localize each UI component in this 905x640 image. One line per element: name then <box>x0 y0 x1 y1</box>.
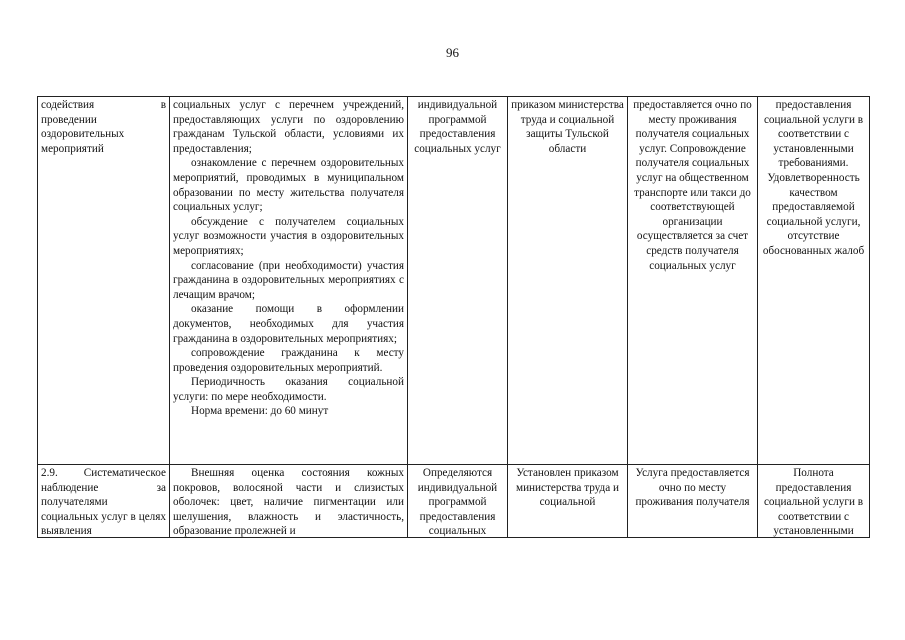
tariff-cell <box>508 465 628 538</box>
periodicity-paragraph: Периодичность оказания социальной услуги: по мере необходимости. <box>173 376 404 403</box>
description-paragraph: сопровождение гражданина к месту проведения оздоровительных мероприятий. <box>173 347 404 374</box>
table-row <box>38 465 870 538</box>
service-name-text: 2.9. Систематическое наблюдение за получателями социальных услуг в целях выявления <box>41 467 166 537</box>
service-name-line: проведении <box>41 113 97 126</box>
table-row <box>38 97 870 465</box>
page-number: 96 <box>446 45 459 60</box>
description-paragraph: Внешняя оценка состояния кожных покровов, волосяной части и слизистых оболочек: цвет, наличие пигментации или шелушения, влажность и эластичность, образование пролежней и <box>173 467 404 537</box>
description-paragraph: оказание помощи в оформлении документов, необходимых для участия гражданина в оздоровительных мероприятиях; <box>173 303 404 345</box>
volume-text: Определяются индивидуальной программой предоставления социальных <box>417 467 498 537</box>
service-name-line: оздоровительных <box>41 128 125 141</box>
service-name-line: содействия в <box>41 99 166 111</box>
quality-cell <box>758 465 870 538</box>
service-name-cell <box>38 465 170 538</box>
service-name-line: мероприятий <box>41 142 104 155</box>
conditions-cell <box>628 465 758 538</box>
time-norm-paragraph: Норма времени: до 60 минут <box>191 405 329 418</box>
quality-text: Полнота предоставления социальной услуги в соответствии с установленными <box>763 467 864 537</box>
conditions-text: Услуга предоставляется очно по месту проживания получателя <box>635 467 750 509</box>
service-name-cell <box>38 97 170 465</box>
description-paragraph: ознакомление с перечнем оздоровительных мероприятий, проводимых в муниципальном образовании по месту жительства получателя социальных услуг; <box>173 157 404 214</box>
description-paragraph: согласование (при необходимости) участия гражданина в оздоровительных мероприятиях с лечащим врачом; <box>173 259 404 301</box>
volume-cell: индивидуальной программой предоставления социальных услуг <box>408 97 508 465</box>
description-paragraph: обсуждение с получателем социальных услуг возможности участия в оздоровительных мероприятиях; <box>173 215 404 257</box>
volume-cell <box>408 465 508 538</box>
service-description-cell <box>170 465 408 538</box>
quality-cell: предоставления социальной услуги в соответствии с установленными требованиями. Удовлетворенность качеством предоставляемой социальной услуги, отсутствие обоснованных жалоб <box>758 97 870 465</box>
services-table <box>37 96 870 538</box>
conditions-cell: предоставляется очно по месту проживания получателя социальных услуг. Сопровождение получателя социальных услуг на общественном транспорте или такси до соответствующей организации осуществляется за счет средств получателя социальных услуг <box>628 97 758 465</box>
tariff-cell: приказом министерства труда и социальной защиты Тульской области <box>508 97 628 465</box>
tariff-text: Установлен приказом министерства труда и социальной <box>515 467 619 509</box>
service-description-cell <box>170 97 408 465</box>
description-paragraph: социальных услуг с перечнем учреждений, предоставляющих услуги по оздоровлению гражданам Тульской области, условиями их предоставления; <box>173 99 404 155</box>
